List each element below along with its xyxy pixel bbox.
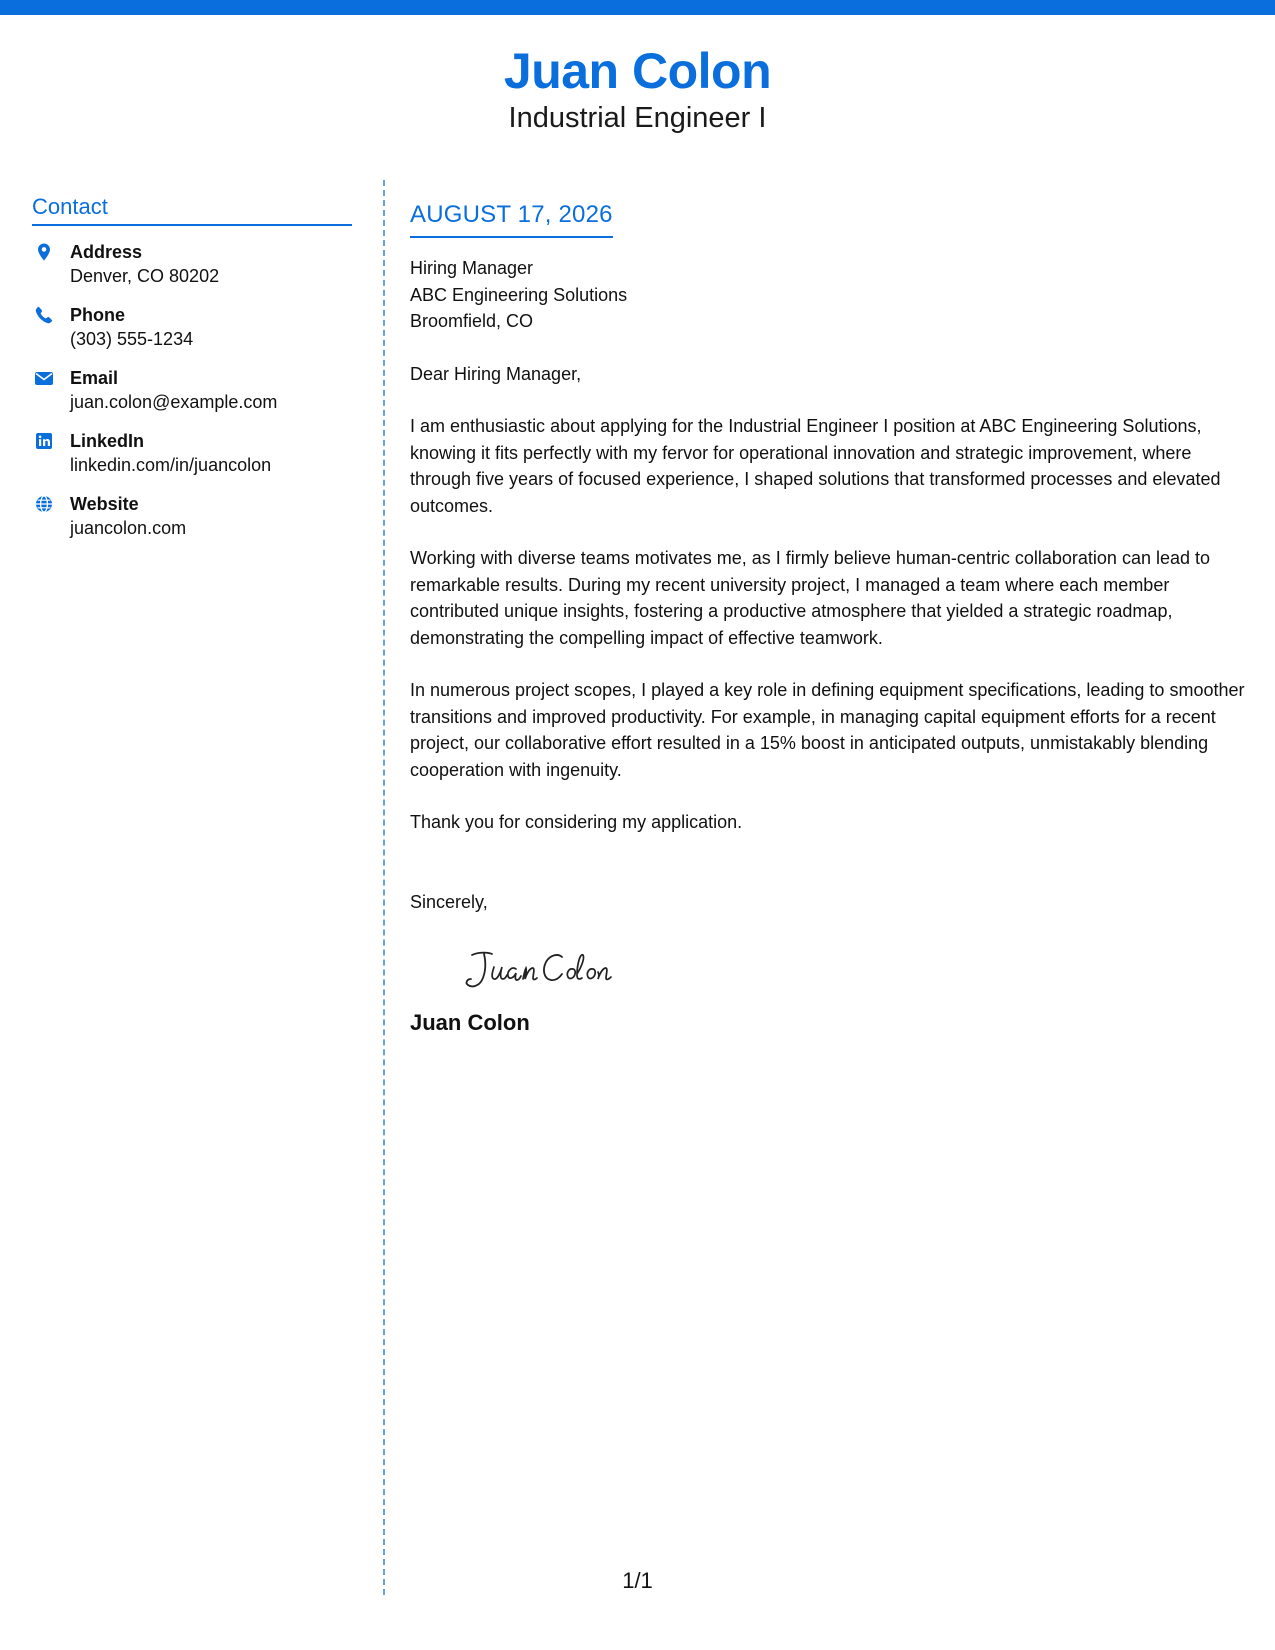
letter-date: AUGUST 17, 2026 [410, 200, 613, 238]
contact-value: linkedin.com/in/juancolon [70, 455, 272, 475]
closing-sentence: Thank you for considering my application. [410, 812, 743, 832]
candidate-title: Industrial Engineer I [508, 102, 767, 134]
recipient-line: ABC Engineering Solutions [410, 284, 628, 305]
candidate-name: Juan Colon [503, 43, 772, 99]
column-divider [383, 180, 385, 1595]
envelope-icon [34, 368, 54, 388]
contact-item-address [32, 240, 352, 303]
contact-label: LinkedIn [70, 431, 145, 451]
contact-item-linkedin [32, 429, 352, 492]
contact-label: Phone [70, 305, 126, 325]
map-pin-icon [34, 242, 54, 262]
recipient-block [410, 255, 1255, 335]
letter-body [410, 200, 1255, 1037]
signoff: Sincerely, [410, 891, 488, 912]
recipient-line: Broomfield, CO [410, 311, 534, 331]
contact-item-email [32, 366, 352, 429]
linkedin-icon [34, 431, 54, 451]
handwritten-signature [450, 941, 640, 997]
letter-header [0, 40, 1275, 136]
body-paragraph: Working with diverse teams motivates me, as I firmly believe human-centric collaboration can lead to remarkable results. During my recent university project, I managed a team where each member contributed unique insights, fostering a productive atmosphere that yielded a strategic roadmap, demonstrating the compelling impact of effective teamwork. [410, 548, 1211, 648]
globe-icon [34, 494, 54, 514]
contact-value: juan.colon@example.com [70, 392, 278, 412]
contact-item-website [32, 492, 352, 555]
contact-value: juancolon.com [70, 518, 187, 538]
salutation: Dear Hiring Manager, [410, 363, 582, 384]
signer-name: Juan Colon [410, 1010, 530, 1035]
contact-value: (303) 555-1234 [70, 329, 194, 349]
phone-icon [34, 305, 54, 325]
contact-item-phone [32, 303, 352, 366]
contact-section-title: Contact [32, 193, 352, 226]
contact-value: Denver, CO 80202 [70, 266, 220, 286]
contact-label: Website [70, 494, 139, 514]
body-paragraph: I am enthusiastic about applying for the Industrial Engineer I position at ABC Engineering Solutions, knowing it fits perfectly with my fervor for operational innovation and strategic improvement, where through five years of focused experience, I shaped solutions that transformed processes and elevated outcomes. [410, 416, 1221, 516]
page-number: 1/1 [622, 1568, 653, 1593]
recipient-line: Hiring Manager [410, 258, 534, 278]
contact-label: Address [70, 242, 143, 262]
contact-label: Email [70, 368, 119, 388]
body-paragraph: In numerous project scopes, I played a key role in defining equipment specifications, leading to smoother transitions and improved productivity. For example, in managing capital equipment efforts for a recent project, our collaborative effort resulted in a 15% boost in anticipated outputs, unmistakably blending cooperation with ingenuity. [410, 680, 1245, 780]
contact-sidebar [32, 193, 352, 555]
top-accent-bar [0, 0, 1275, 15]
